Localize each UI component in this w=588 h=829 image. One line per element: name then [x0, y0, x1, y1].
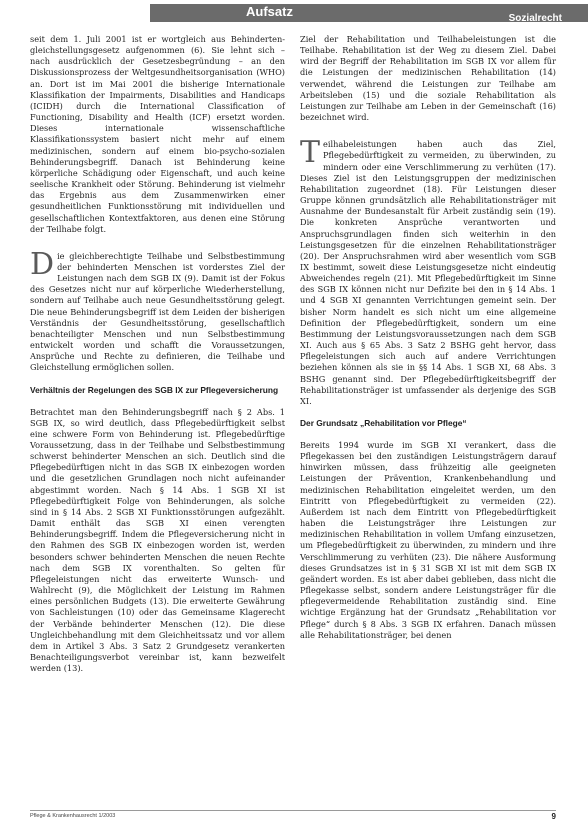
right-section-heading: Der Grundsatz „Rehabilitation vor Pflege“ — [300, 418, 467, 428]
page-header — [0, 0, 588, 26]
page-number: 9 — [551, 812, 556, 821]
left-paragraph-2-text: ie gleichberechtigte Teilhabe und Selbstbestimmung der behinderten Menschen ist vorderstes Ziel der Leistungen nach dem SGB IX (9). Damit ist der Fokus des Gesetzes nicht nur auf körperliche Wiederherstellung, sondern auf Teilhabe auch neue Gesundheitsstörung gelegt. Die neue Behinderungsbegriff ist dem Leiden der bisherigen Verständnis der Gesundheitsstörung, gesellschaftlich benachteiligter Menschen und nun Selbstbestimmung entwickelt worden und schafft die Voraussetzungen, Ansprüche und Rechte zu definieren, die Teilhabe und Gleichstellung ermöglichen sollen. — [30, 250, 285, 373]
drop-cap-d: D — [30, 246, 55, 282]
right-paragraph-3: Bereits 1994 wurde im SGB XI verankert, dass die Pflegekassen bei den zuständigen Leistungsträgern darauf hinwirken müssen, dass frühzeitig alle geeigneten Leistungen der Prävention, Krankenbehandlung und medizinischen Rehabilitation eingeleitet werden, um den Eintritt von Pflegebedürftigkeit zu vermeiden (22). Außerdem ist nach dem Eintritt von Pflegebedürftigkeit haben die Leistungsträger ihre Leistungen zur medizinischen Rehabilitation in vollem Umfang einzusetzen, um Pflegebedürftigkeit zu überwinden, zu mindern und ihre Verschlimmerung zu verhüten (23). Die nähere Ausformung dieses Grundsatzes ist in § 31 SGB XI ist mit dem SGB IX geändert worden. Es ist aber dabei geblieben, dass nicht die Pflegekasse selbst, sondern andere Leistungsträger für die pflegevermeidende Rehabilitation zuständig sind. Eine wichtige Ergänzung hat der Grundsatz „Rehabilitation vor Pflege“ durch § 8 Abs. 3 SGB IX erfahren. Danach müssen alle Rehabilitationsträger, bei denen — [300, 440, 556, 640]
footer-divider — [30, 810, 556, 811]
right-paragraph-2-text: eilhabeleistungen haben auch das Ziel, Pflegebedürftigkeit zu vermeiden, zu überwinden, zu mindern oder eine Verschlimmerung zu verhüten (17). Dieses Ziel ist den Leistungsgruppen der medizinischen Rehabilitation zugeordnet (18). Für Leistungen dieser Gruppe können grundsätzlich alle Rehabilitationsträger mit Ausnahme der Bundesanstalt für Arbeit zuständig sein (19). Die konkreten Ansprüche verantworten und Anspruchsgrundlagen finden sich weiterhin in den Leistungsgesetzen für die einzelnen Rehabilitationsträger (20). Der Anspruchsrahmen wird aber wesentlich vom SGB IX bestimmt, soweit diese Leistungsgesetze nicht eindeutig Abweichendes regeln (21). Mit Pflegebedürftigkeit im Sinne des SGB IX können nicht nur Defizite bei den in § 14 Abs. 1 und 4 SGB XI genannten Verrichtungen gemeint sein. Der bisher Norm handelt es sich nicht um eine allgemeine Definition der Pflegebedürftigkeit, sondern um eine Bestimmung der Leistungsvoraussetzungen nach dem SGB XI. Auch aus § 65 Abs. 3 Satz 2 BSHG geht hervor, dass Pflegeleistungen sich auch auf andere Verrichtungen beziehen können als sie in §§ 14 Abs. 1 SGB XI, 68 Abs. 3 BSHG genannt sind. Der Pflegebedürftigkeitsbegriff der Rehabilitationsträger ist umfassender als derjenige des SGB XI. — [300, 139, 556, 406]
left-column — [30, 34, 285, 674]
header-category-label: Sozialrecht — [508, 13, 562, 24]
left-paragraph-1: seit dem 1. Juli 2001 ist er wortgleich aus Behinderten-gleichstellungsgesetz aufgenommen (6). Sie lehnt sich – nach ausdrücklich der Gesetzesbegründung – an den Diskussionsprozess der Weltgesundheitsorganisation (WHO) an. Dort ist im Mai 2001 die bisherige Internationale Klassifikation der Impairments, Disabilities and Handicaps (ICIDH) durch die International Classification of Functioning, Disability and Health (ICF) ersetzt worden. Dieses internationale wissenschaftliche Klassifikationssystem basiert nicht mehr auf einem medizinischen, sondern auf einem bio-psycho-sozialen Behinderungsbegriff. Danach ist Behinderung keine körperliche Schädigung oder Eigenschaft, und auch keine seelische Krankheit oder Störung. Behinderung ist vielmehr das Ergebnis aus dem Zusammenwirken einer gesundheitlichen Funktionsstörung mit individuellen und gesellschaftlichen Kontextfaktoren, aus denen eine Störung der Teilhabe folgt. — [30, 34, 285, 234]
footer-source: Pflege & Krankenhausrecht 1/2003 — [30, 813, 116, 819]
right-paragraph-2 — [300, 135, 556, 407]
left-section-heading: Verhältnis der Regelungen des SGB IX zur Pflegeversicherung — [30, 384, 279, 395]
drop-cap-t: T — [300, 135, 321, 171]
right-column — [300, 34, 556, 641]
left-paragraph-2 — [30, 246, 285, 374]
left-paragraph-3: Betrachtet man den Behinderungsbegriff nach § 2 Abs. 1 SGB IX, so wird deutlich, dass Pflegebedürftigkeit selbst eine schwere Form von Behinderung ist. Pflegebedürftige Voraussetzung, dass in der Teilhabe und Selbstbestimmung schwerst behinderter Menschen an sich. Deutlich sind die Pflegebedürftigen nicht in das SGB IX einbezogen worden und die gesetzlichen Grundlagen noch nicht aufeinander abgestimmt worden. Nach § 14 Abs. 1 SGB XI ist Pflegebedürftigkeit Folge von Behinderungen, als solche sind in § 14 Abs. 2 SGB XI Funktionsstörungen aufgezählt. Damit enthält das SGB XI einen verengten Behinderungsbegriff. Indem die Pflegeversicherung nicht in den Rahmen des SGB IX einbezogen worden ist, werden besonders schwer behinderten Menschen die neuen Rechte nach dem SGB IX vorenthalten. So gelten für Pflegeleistungen nicht das erweiterte Wunsch- und Wahlrecht (9), die Möglichkeit der Leistung im Rahmen eines persönlichen Budgets (13). Die erweiterte Gewährung von Sachleistungen (10) oder das Gemeinsame Klagerecht der Verbände behinderter Menschen (12). Die diese Ungleichbehandlung mit dem Gleichheitssatz und vor allem dem in Artikel 3 Abs. 3 Satz 2 Grundgesetz verankerten Benachteiligungsverbot vereinbar ist, kann bezweifelt werden (13). — [30, 406, 285, 674]
right-paragraph-1: Ziel der Rehabilitation und Teilhabeleistungen ist die Teilhabe. Rehabilitation ist der Weg zu diesem Ziel. Dabei wird der Begriff der Rehabilitation im SGB IX vor allem für die Leistungen der medizinischen Rehabilitation (14) verwendet, während die Leistungen zur Teilhabe am Arbeitsleben (15) und die soziale Rehabilitation als Leistungen zur Teilhabe am Leben in der Gemeinschaft (16) bezeichnet wird. — [300, 34, 556, 123]
header-section-label: Aufsatz — [246, 4, 293, 19]
